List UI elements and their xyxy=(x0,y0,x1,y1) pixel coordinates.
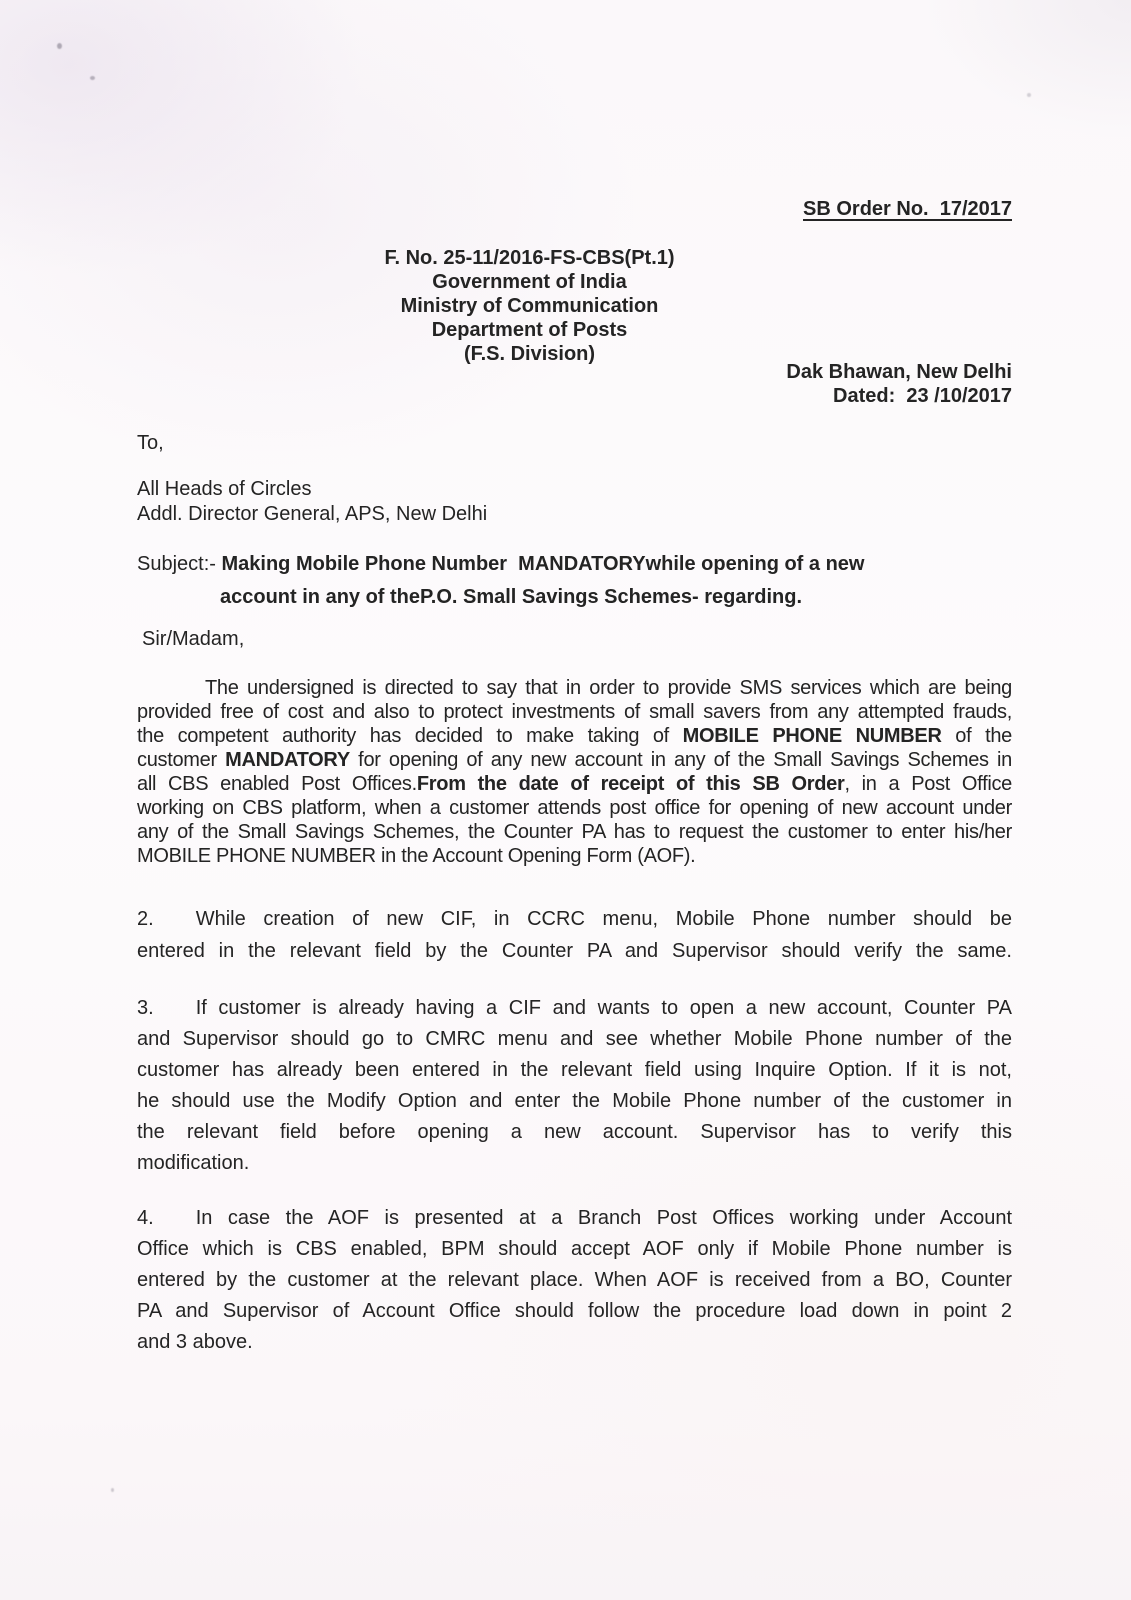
paragraph-line: the competent authority has decided to make taking of MOBILE PHONE NUMBER of the xyxy=(137,725,1012,747)
scan-speck xyxy=(1027,93,1031,97)
paragraph-line: customer MANDATORY for opening of any new account in any of the Small Savings Schemes in xyxy=(137,749,1013,771)
paragraph-line: The undersigned is directed to say that in order to provide SMS services which are being xyxy=(205,677,1012,699)
paragraph-line: 3. If customer is already having a CIF and wants to open a new account, Counter PA xyxy=(137,997,1012,1019)
order-number xyxy=(137,198,1012,221)
paragraph-4 xyxy=(137,1203,1012,1358)
paragraph-line: MOBILE PHONE NUMBER in the Account Opening Form (AOF). xyxy=(137,845,696,867)
paragraph-line: customer has already been entered in the relevant field using Inquire Option. If it is not, xyxy=(137,1059,1012,1081)
letterhead-file-number: F. No. 25-11/2016-FS-CBS(Pt.1) xyxy=(384,247,675,269)
paragraph-line: modification. xyxy=(137,1152,250,1174)
paragraph-3 xyxy=(137,993,1012,1179)
letterhead xyxy=(137,246,1012,366)
letterhead-government: Government of India xyxy=(432,271,627,293)
paragraph-line: account in any of theP.O. Small Savings Schemes- regarding. xyxy=(220,586,803,608)
scan-speck xyxy=(57,43,62,49)
paragraph-line: Office which is CBS enabled, BPM should accept AOF only if Mobile Phone number is xyxy=(137,1238,1012,1260)
paragraph-line: all CBS enabled Post Offices.From the date of receipt of this SB Order, in a Post Office xyxy=(137,773,1012,795)
place-line: Dak Bhawan, New Delhi xyxy=(786,361,1012,383)
paragraph-line: and 3 above. xyxy=(137,1331,253,1353)
letterhead-ministry: Ministry of Communication xyxy=(400,295,659,317)
recipient-line: Addl. Director General, APS, New Delhi xyxy=(137,503,488,525)
paragraph-number: 2. xyxy=(137,908,154,930)
paragraph-line: 2. While creation of new CIF, in CCRC menu, Mobile Phone number should be xyxy=(137,908,1012,930)
date-line: Dated: 23 /10/2017 xyxy=(833,385,1012,407)
to-label: To, xyxy=(137,432,164,454)
recipient-line: All Heads of Circles xyxy=(137,478,312,500)
letterhead-division: (F.S. Division) xyxy=(463,343,596,365)
paragraph-line: working on CBS platform, when a customer attends post office for opening of new account under xyxy=(137,797,1012,819)
paragraph-1 xyxy=(137,676,1012,868)
paragraph-line: entered by the customer at the relevant place. When AOF is received from a BO, Counter xyxy=(137,1269,1012,1291)
scan-speck xyxy=(111,1488,114,1492)
paragraph-line: any of the Small Savings Schemes, the Counter PA has to request the customer to enter his/her xyxy=(137,821,1012,843)
paragraph-line: PA and Supervisor of Account Office should follow the procedure load down in point 2 xyxy=(137,1300,1012,1322)
paragraph-line: entered in the relevant field by the Counter PA and Supervisor should verify the same. xyxy=(137,939,1012,962)
paragraph-number: 3. xyxy=(137,997,154,1019)
paragraph-line: and Supervisor should go to CMRC menu and see whether Mobile Phone number of the xyxy=(137,1028,1012,1050)
paragraph-line: Subject:- Making Mobile Phone Number MANDATORYwhile opening of a new xyxy=(137,553,865,575)
salutation: Sir/Madam, xyxy=(142,628,245,650)
place-and-date xyxy=(137,360,1012,408)
order-number-text: SB Order No. 17/2017 xyxy=(803,198,1012,220)
paragraph-line: 4. In case the AOF is presented at a Branch Post Offices working under Account xyxy=(137,1207,1012,1229)
subject-line xyxy=(137,548,1012,614)
paragraph-number: 4. xyxy=(137,1207,154,1229)
paragraph-line: he should use the Modify Option and enter the Mobile Phone number of the customer in xyxy=(137,1090,1012,1112)
letter-content xyxy=(137,0,1012,1600)
scan-speck xyxy=(90,76,95,80)
letterhead-department: Department of Posts xyxy=(431,319,628,341)
paragraph-line: the relevant field before opening a new account. Supervisor has to verify this xyxy=(137,1121,1012,1143)
recipients xyxy=(137,477,1012,527)
paragraph-2 xyxy=(137,904,1012,967)
paragraph-line: provided free of cost and also to protect investments of small savers from any attempted frauds, xyxy=(137,701,1012,723)
